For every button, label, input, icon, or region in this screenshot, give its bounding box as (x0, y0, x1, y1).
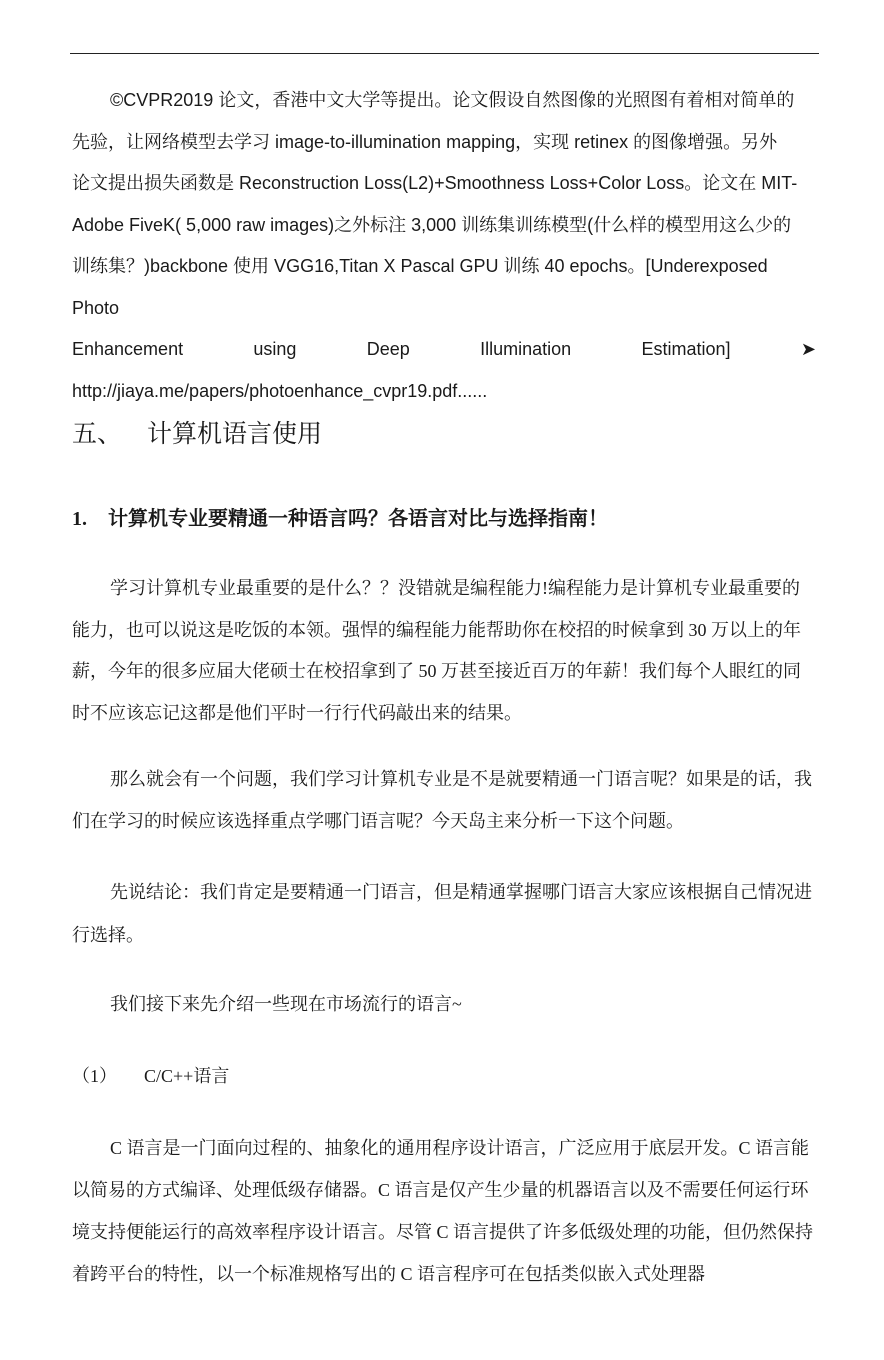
intro-line-2: 先验，让网络模型去学习 image-to-illumination mapping，实现 retinex 的图像增强。另外 (72, 131, 778, 152)
intro-line-3: 论文提出损失函数是 Reconstruction Loss(L2)+Smoothness Loss+Color Loss。论文在 MIT- (72, 173, 798, 193)
intro-word: Deep (366, 339, 410, 359)
paragraph-conclusion: 先说结论：我们肯定是要精通一门语言，但是精通掌握哪门语言大家应该根据自己情况进行选择。 (72, 882, 812, 945)
list-item-c-cpp (72, 1055, 229, 1097)
paragraph-programming-skill: 学习计算机专业最重要的是什么？？没错就是编程能力!编程能力是计算机专业最重要的能力，也可以说这是吃饭的本领。强悍的编程能力能帮助你在校招的时候拿到 30 万以上的年薪，今年的很多应届大佬硕士在校招拿到了 50 万甚至接近百万的年薪！我们每个人眼红的同时不应该忘记这都是他们平时一行行代码敲出来的结果。 (72, 578, 801, 723)
intro-word: Illumination (480, 339, 572, 359)
intro-paragraph (72, 80, 816, 412)
paragraph-c-language: C 语言是一门面向过程的、抽象化的通用程序设计语言，广泛应用于底层开发。C 语言能以简易的方式编译、处理低级存储器。C 语言是仅产生少量的机器语言以及不需要任何运行环境支持便能运行的高效率程序设计语言。尽管 C 语言提供了许多低级处理的功能，但仍然保持着跨平台的特性，以一个标准规格写出的 C 语言程序可在包括类似嵌入式处理器 (72, 1138, 814, 1284)
intro-word: using (253, 339, 297, 359)
subsection-heading (72, 502, 608, 531)
arrow-icon: ➤ (800, 339, 816, 359)
list-item-number: （1） (72, 1066, 117, 1086)
intro-line-1: ©CVPR2019 论文，香港中文大学等提出。论文假设自然图像的光照图有着相对简单的 (110, 90, 795, 110)
section-number: 五、 (72, 419, 123, 448)
subsection-number: 1. (72, 508, 87, 530)
subsection-title: 计算机专业要精通一种语言吗？各语言对比与选择指南！ (108, 508, 608, 530)
intro-line-4: Adobe FiveK( 5,000 raw images)之外标注 3,000 训练集训练模型(什么样的模型用这么少的 (72, 214, 792, 235)
intro-justified-line (72, 329, 816, 371)
paragraph-intro-languages: 我们接下来先介绍一些现在市场流行的语言~ (110, 994, 462, 1014)
paragraph-question: 那么就会有一个问题，我们学习计算机专业是不是就要精通一门语言呢？如果是的话，我们在学习的时候应该选择重点学哪门语言呢？今天岛主来分析一下这个问题。 (72, 769, 812, 831)
intro-word: Estimation] (641, 339, 731, 359)
list-item-label: C/C++语言 (144, 1066, 230, 1086)
intro-line-5: 训练集？)backbone 使用 VGG16,Titan X Pascal GPU 训练 40 epochs。[Underexposed Photo (72, 256, 768, 318)
header-rule (70, 53, 819, 54)
intro-word: Enhancement (72, 339, 184, 359)
paper-url-link[interactable]: http://jiaya.me/papers/photoenhance_cvpr19.pdf...... (72, 380, 488, 401)
section-title: 计算机语言使用 (147, 419, 323, 448)
section-heading (72, 414, 322, 450)
